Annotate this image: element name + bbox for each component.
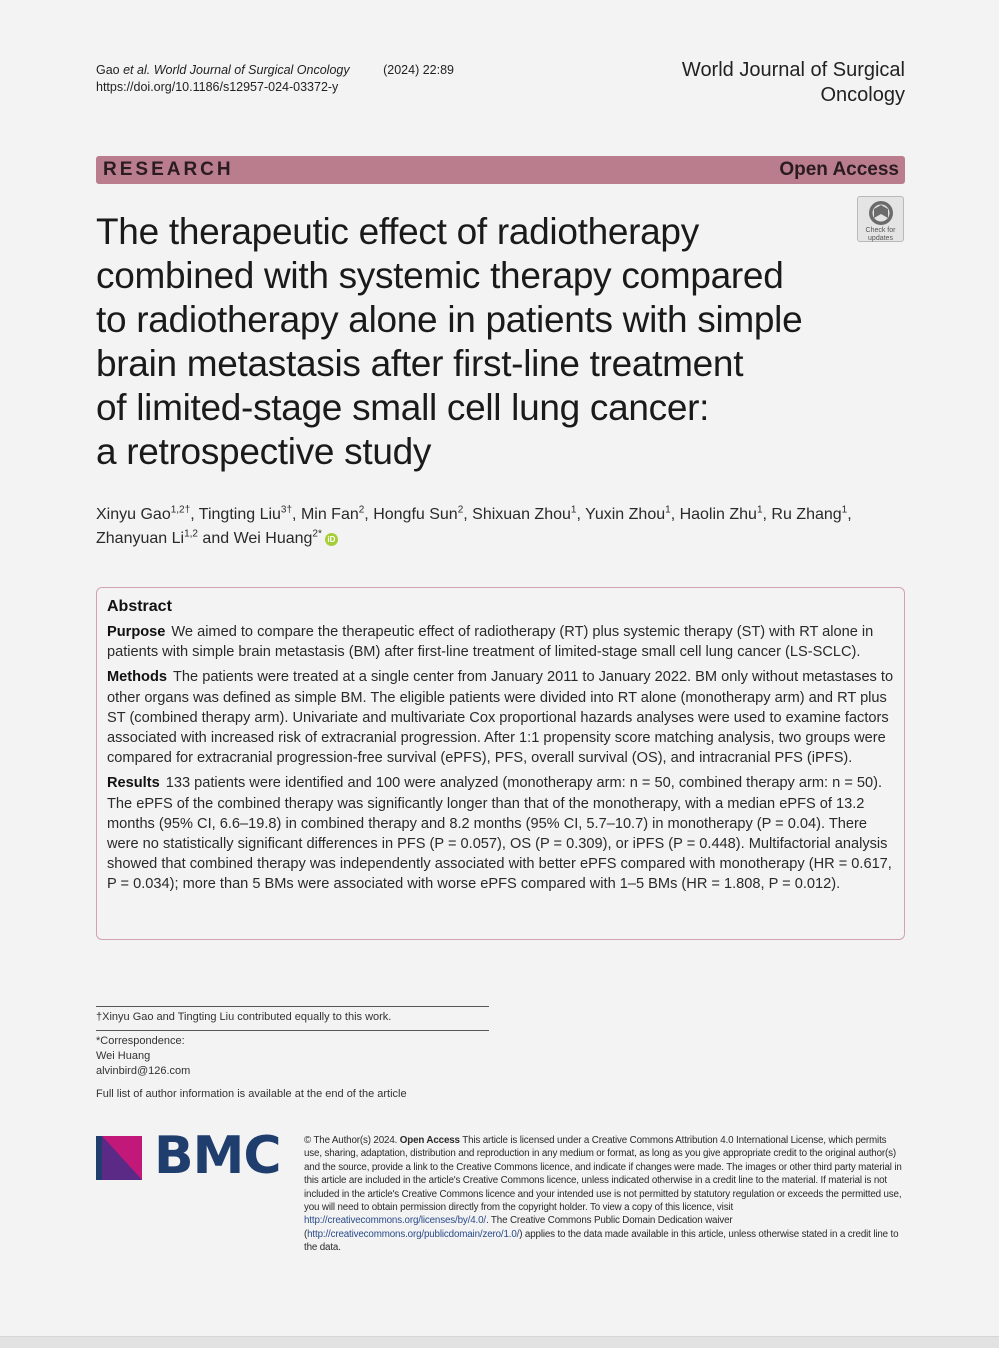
- check-for-updates-badge[interactable]: [857, 196, 904, 242]
- correspondence-name: Wei Huang: [96, 1050, 151, 1062]
- author-separator: ,: [364, 506, 374, 523]
- author-name[interactable]: Yuxin Zhou: [585, 506, 666, 523]
- journal-name: [682, 58, 905, 108]
- author-name[interactable]: Zhanyuan Li: [96, 530, 185, 547]
- author-affiliation: 1: [570, 504, 577, 516]
- title-line: a retrospective study: [96, 431, 432, 472]
- doi-link[interactable]: https://doi.org/10.1186/s12957-024-03372-y: [96, 80, 339, 94]
- citation-etal: et al.: [123, 63, 151, 77]
- journal-name-line1: World Journal of Surgical: [681, 59, 905, 81]
- title-line: combined with systemic therapy compared: [96, 255, 784, 296]
- correspondence-label: *Correspondence:: [96, 1035, 185, 1047]
- abstract-content: [107, 596, 897, 900]
- check-updates-line2: updates: [868, 235, 893, 242]
- purpose-label: Purpose: [107, 624, 166, 640]
- license-body: This article is licensed under a Creative Commons Attribution 4.0 International License, which permits use, sharing, adaptation, distribution and reproduction in any medium or format, as long as you give appropriate credit to the original author(s) and the source, provide a link to the Creative Commons licence, and indicate if changes were made. The images or other third party material in this article are included in the article's Creative Commons licence, unless indicated otherwise in a credit line to the material. If material is not included in the article's Creative Commons licence and your intended use is not permitted by statutory regulation or exceeds the permitted use, you will need to obtain permission directly from the copyright holder. To view a copy of this licence, visit: [304, 1135, 902, 1214]
- license-body: ) applies to the data made available in this article, unless otherwise stated in a credit line to the data.: [304, 1228, 899, 1254]
- author-affiliation: 1: [841, 504, 848, 516]
- equal-contribution-note: †Xinyu Gao and Tingting Liu contributed equally to this work.: [96, 1011, 392, 1023]
- bmc-logo-mark-icon: [96, 1136, 142, 1180]
- author-separator: ,: [292, 506, 301, 523]
- author-separator: ,: [190, 506, 199, 523]
- abstract-heading: Abstract: [107, 598, 172, 615]
- author-separator: ,: [576, 506, 586, 523]
- results-label: Results: [107, 775, 160, 792]
- correspondence-block: [96, 1034, 190, 1079]
- footnote-divider: [96, 1006, 489, 1007]
- author-separator: and: [197, 530, 234, 547]
- results-text: 133 patients were identified and 100 were analyzed (monotherapy arm: n = 50, combined therapy arm: n = 50). The ePFS of the combined therapy was significantly longer than that of the monotherapy, with a median ePFS of 13.2 months (95% CI, 6.6–19.8) in combined therapy and 8.2 months (95% CI, 5.7–10.7) in monotherapy (P = 0.04). There were no statistically significant differences in PFS (P = 0.057), OS (P = 0.309), or iPFS (P = 0.448). Multifactorial analysis showed that combined therapy was independently associated with better ePFS compared with monotherapy (HR = 0.617, P = 0.034); more than 5 BMs were associated with worse ePFS compared with 1–5 BMs (HR = 1.808, P = 0.012).: [107, 775, 892, 893]
- citation-header: [96, 62, 454, 96]
- author-name[interactable]: Xinyu Gao: [96, 506, 171, 523]
- bmc-logo-text: BMC: [154, 1126, 281, 1186]
- author-affiliation: 2*: [312, 528, 322, 540]
- author-affiliation: 1: [756, 504, 763, 516]
- author-name[interactable]: Hongfu Sun: [373, 506, 458, 523]
- license-open-access: Open Access: [399, 1135, 460, 1146]
- abstract-results: [107, 773, 897, 894]
- author-affiliation: 2: [358, 504, 365, 516]
- check-updates-icon: [867, 200, 895, 226]
- citation-volume: (2024) 22:89: [383, 63, 454, 77]
- research-label: RESEARCH: [103, 159, 234, 180]
- title-line: of limited-stage small cell lung cancer:: [96, 387, 710, 428]
- open-access-label: Open Access: [779, 159, 899, 180]
- methods-text: The patients were treated at a single center from January 2011 to January 2022. BM only without metastases to other organs was defined as simple BM. The eligible patients were divided into RT alone (monotherapy arm) and RT plus ST (combined therapy arm). Univariate and multivariate Cox proportional hazards analyses were used to examine factors associated with increased risk of extracranial progression. After 1:1 propensity score matching analysis, two groups were compared for extracranial progression-free survival (ePFS), PFS, overall survival (OS), and intracranial PFS (iPFS).: [107, 669, 894, 767]
- license-link-by[interactable]: http://creativecommons.org/licenses/by/4.0/: [304, 1215, 486, 1227]
- title-line: brain metastasis after first-line treatment: [96, 343, 744, 384]
- author-separator: ,: [670, 506, 680, 523]
- author-affiliation: 1: [665, 504, 671, 516]
- citation-journal: World Journal of Surgical Oncology: [150, 63, 350, 77]
- license-prefix: © The Author(s) 2024.: [304, 1135, 400, 1146]
- license-link-zero[interactable]: http://creativecommons.org/publicdomain/zero/1.0/: [307, 1228, 520, 1240]
- orcid-icon[interactable]: iD: [325, 533, 338, 546]
- author-affiliation: 2: [457, 504, 464, 516]
- author-name[interactable]: Haolin Zhu: [679, 506, 757, 523]
- author-separator: ,: [463, 506, 473, 523]
- citation-authors: Gao: [96, 63, 124, 77]
- purpose-text: We aimed to compare the therapeutic effect of radiotherapy (RT) plus systemic therapy (ST) with RT alone in patients with simple brain metastasis (BM) after first-line treatment of limited-stage small cell lung cancer (LS-SCLC).: [107, 624, 874, 661]
- author-name[interactable]: Tingting Liu: [198, 506, 281, 523]
- bmc-logo[interactable]: [96, 1126, 282, 1186]
- author-list: [96, 503, 896, 551]
- citation-line: [96, 62, 454, 79]
- journal-name-line2: Oncology: [820, 84, 905, 106]
- article-title: [96, 210, 856, 474]
- article-type-band: [96, 156, 905, 184]
- abstract-purpose: [107, 622, 897, 662]
- methods-label: Methods: [107, 669, 167, 686]
- correspondence-email[interactable]: alvinbird@126.com: [96, 1065, 191, 1077]
- author-name[interactable]: Ru Zhang: [771, 506, 842, 523]
- author-info-note: Full list of author information is available at the end of the article: [96, 1088, 407, 1100]
- author-affiliation: 3†: [280, 504, 293, 516]
- author-affiliation: 1,2†: [170, 504, 191, 516]
- abstract-box: [96, 587, 905, 940]
- license-statement: [304, 1134, 906, 1255]
- author-separator: ,: [762, 506, 772, 523]
- check-updates-line1: Check for: [865, 227, 896, 234]
- footnote-divider: [96, 1030, 489, 1031]
- author-affiliation: 1,2: [184, 528, 198, 540]
- abstract-methods: [107, 667, 897, 768]
- author-name[interactable]: Wei Huang: [233, 530, 313, 547]
- author-name[interactable]: Min Fan: [300, 506, 359, 523]
- title-line: to radiotherapy alone in patients with simple: [96, 299, 803, 340]
- bottom-edge: [0, 1336, 999, 1348]
- license-body: . The Creative Commons Public Domain Dedication waiver (: [304, 1215, 733, 1240]
- title-line: The therapeutic effect of radiotherapy: [96, 211, 699, 252]
- author-separator: ,: [847, 506, 852, 523]
- author-name[interactable]: Shixuan Zhou: [472, 506, 571, 523]
